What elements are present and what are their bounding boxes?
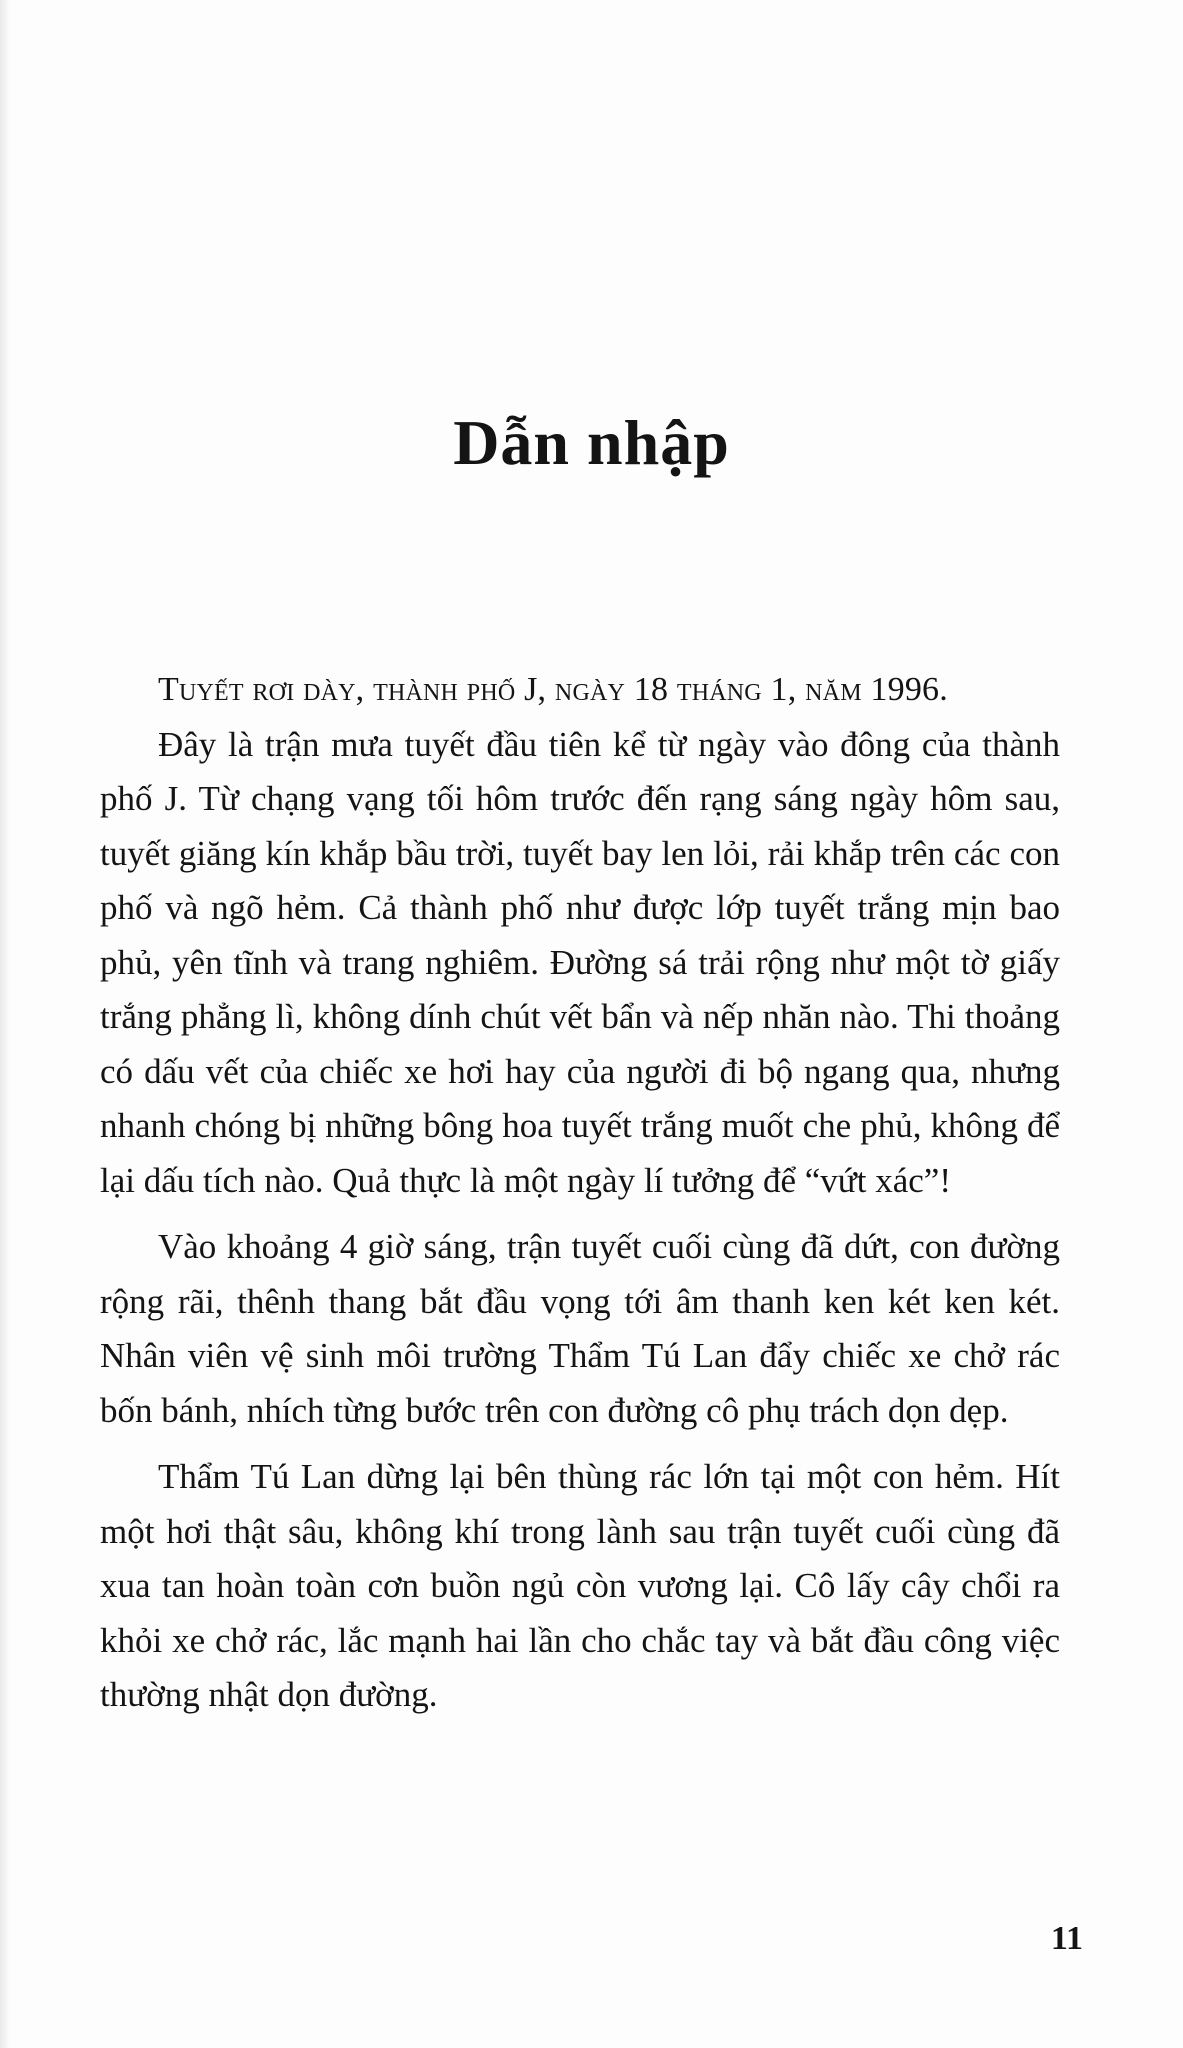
chapter-body — [100, 663, 1060, 1735]
spine-shadow — [0, 0, 10, 2048]
paragraph-3: Thẩm Tú Lan dừng lại bên thùng rác lớn tại một con hẻm. Hít một hơi thật sâu, không khí trong lành sau trận tuyết cuối cùng đã xua tan hoàn toàn cơn buồn ngủ còn vương lại. Cô lấy cây chổi ra khỏi xe chở rác, lắc mạnh hai lần cho chắc tay và bắt đầu công việc thường nhật dọn đường. — [100, 1457, 1060, 1714]
page-number: 11 — [1050, 1920, 1083, 1957]
chapter-title: Dẫn nhập — [453, 407, 730, 478]
paragraph-2: Vào khoảng 4 giờ sáng, trận tuyết cuối cùng đã dứt, con đường rộng rãi, thênh thang bắt đầu vọng tới âm thanh ken két ken két. Nhân viên vệ sinh môi trường Thẩm Tú Lan đẩy chiếc xe chở rác bốn bánh, nhích từng bước trên con đường cô phụ trách dọn dẹp. — [100, 1227, 1060, 1430]
paragraph-1: Đây là trận mưa tuyết đầu tiên kể từ ngày vào đông của thành phố J. Từ chạng vạng tối hôm trước đến rạng sáng ngày hôm sau, tuyết giăng kín khắp bầu trời, tuyết bay len lỏi, rải khắp trên các con phố và ngõ hẻm. Cả thành phố như được lớp tuyết trắng mịn bao phủ, yên tĩnh và trang nghiêm. Đường sá trải rộng như một tờ giấy trắng phẳng lì, không dính chút vết bẩn và nếp nhăn nào. Thi thoảng có dấu vết của chiếc xe hơi hay của người đi bộ ngang qua, nhưng nhanh chóng bị những bông hoa tuyết trắng muốt che phủ, không để lại dấu tích nào. Quả thực là một ngày lí tưởng để “vứt xác”! — [100, 724, 1060, 1200]
dateline: Tuyết rơi dày, thành phố J, ngày 18 tháng 1, năm 1996. — [158, 671, 948, 708]
